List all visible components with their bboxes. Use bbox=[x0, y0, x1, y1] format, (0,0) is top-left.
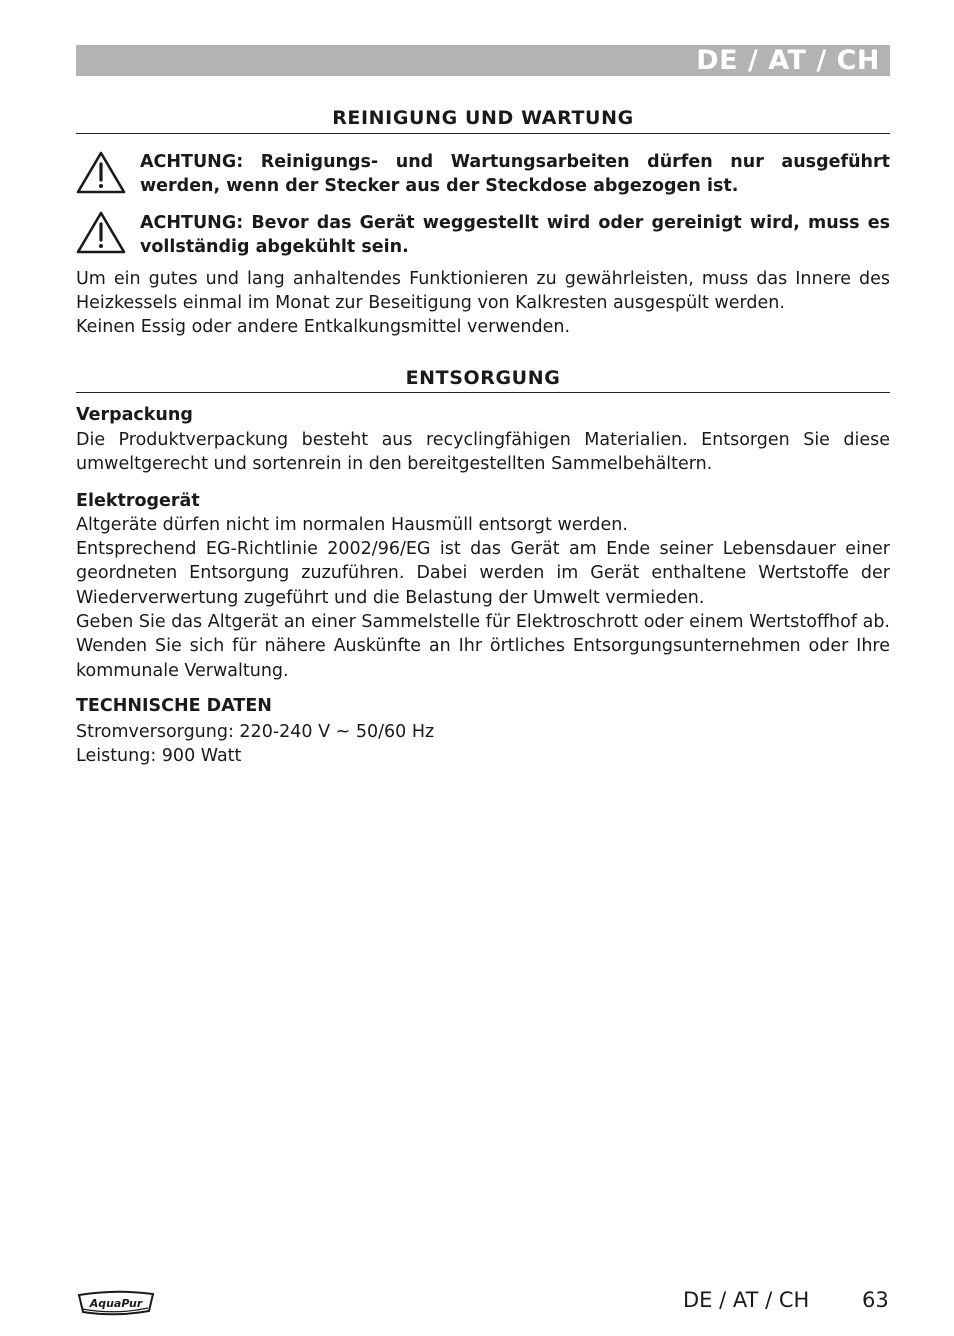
section-title-cleaning: REINIGUNG UND WARTUNG bbox=[332, 107, 634, 129]
cleaning-paragraph-no-vinegar: Keinen Essig oder andere Entkalkungsmittel verwenden. bbox=[76, 317, 571, 337]
device-paragraph-directive: Entsprechend EG-Richtlinie 2002/96/EG ist das Gerät am Ende seiner Lebensdauer einer geordneten Entsorgung zuzuführen. Dabei werden im Gerät enthaltene Wertstoffe der Wiederverwertung zugeführt und die Belastung der Umwelt vermieden. bbox=[76, 539, 890, 608]
subheading-technical-data: TECHNISCHE DATEN bbox=[76, 696, 272, 716]
aquapur-logo bbox=[76, 1288, 156, 1318]
cleaning-paragraph-descale: Um ein gutes und lang anhaltendes Funktionieren zu gewährleisten, muss das Innere des Heizkessels einmal im Monat zur Beseitigung von Kalkresten ausgespült werden. bbox=[76, 269, 890, 314]
warning-triangle-icon bbox=[76, 210, 126, 254]
warning-text-unplug: ACHTUNG: Reinigungs- und Wartungsarbeiten dürfen nur ausgeführt werden, wenn der Stecker aus der Steckdose abgezogen ist. bbox=[140, 152, 890, 196]
header-bar bbox=[76, 45, 890, 76]
section-rule-disposal bbox=[76, 392, 890, 393]
page-number: 63 bbox=[862, 1288, 889, 1312]
subheading-electrical-device: Elektrogerät bbox=[76, 491, 200, 511]
section-title-disposal: ENTSORGUNG bbox=[405, 367, 561, 389]
device-paragraph-household: Altgeräte dürfen nicht im normalen Hausmüll entsorgt werden. bbox=[76, 515, 628, 535]
packaging-paragraph: Die Produktverpackung besteht aus recyclingfähigen Materialien. Entsorgen Sie diese umweltgerecht und sortenrein in den bereitgestellten Sammelbehältern. bbox=[76, 430, 890, 475]
logo-text: AquaPur bbox=[89, 1297, 143, 1310]
footer-region: DE / AT / CH bbox=[683, 1288, 810, 1312]
tech-power-supply: Stromversorgung: 220-240 V ~ 50/60 Hz bbox=[76, 722, 435, 742]
warning-text-cool-down: ACHTUNG: Bevor das Gerät weggestellt wird oder gereinigt wird, muss es vollständig abgekühlt sein. bbox=[140, 213, 890, 257]
warning-triangle-icon bbox=[76, 150, 126, 194]
device-paragraph-collection: Geben Sie das Altgerät an einer Sammelstelle für Elektroschrott oder einem Wertstoffhof ab. Wenden Sie sich für nähere Auskünfte an Ihr örtliches Entsorgungsunternehmen oder Ihre kommunale Verwaltung. bbox=[76, 612, 890, 681]
section-rule-cleaning bbox=[76, 133, 890, 134]
subheading-packaging: Verpackung bbox=[76, 405, 193, 425]
tech-wattage: Leistung: 900 Watt bbox=[76, 746, 242, 766]
header-title: DE / AT / CH bbox=[696, 45, 880, 76]
